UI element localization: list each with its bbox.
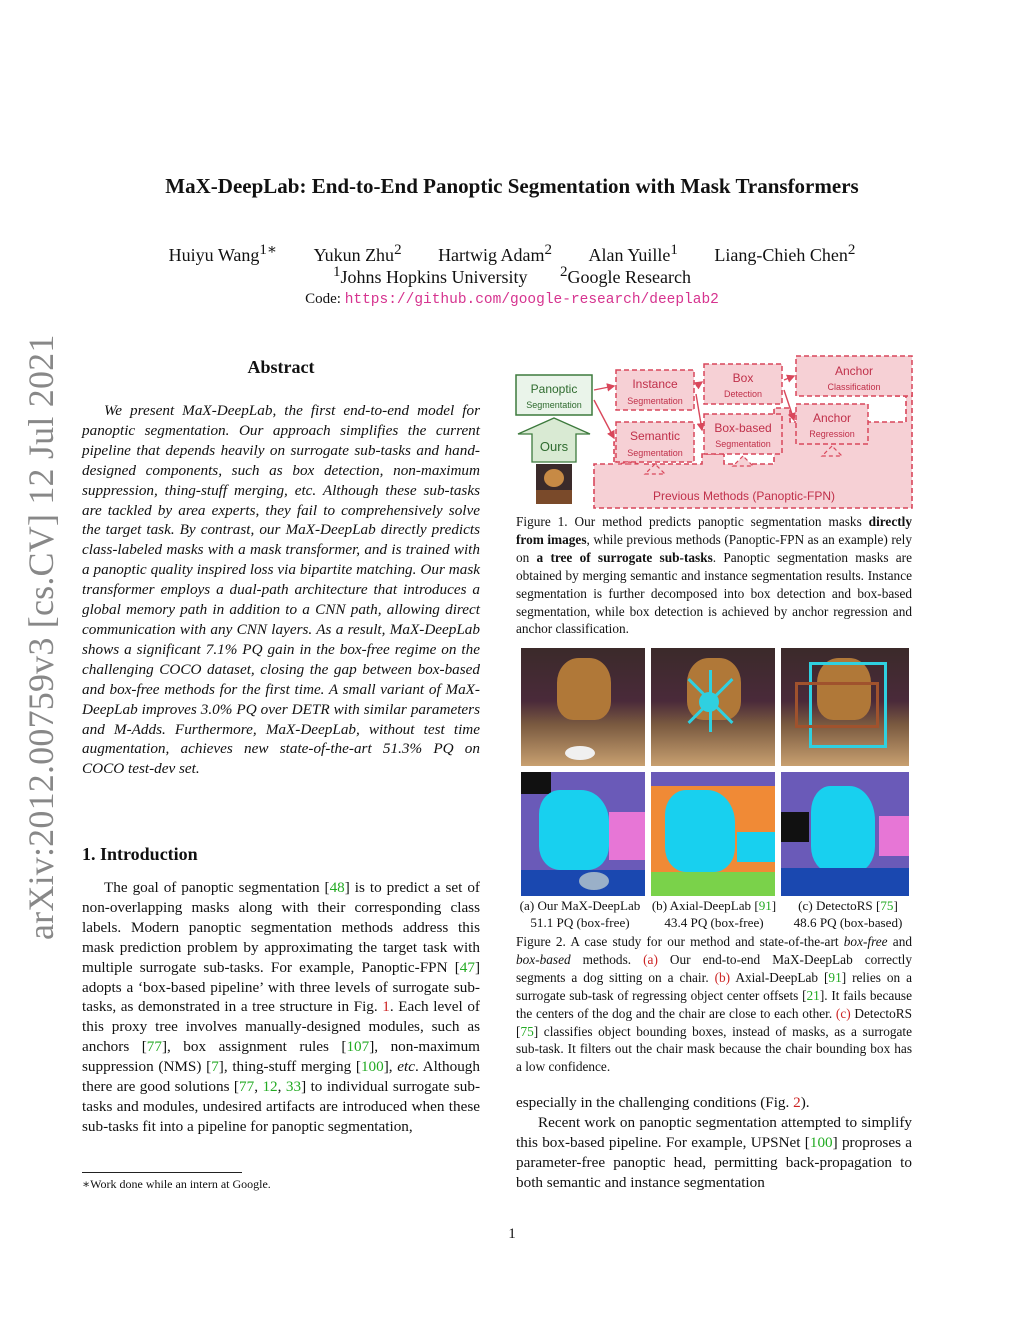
citation-link[interactable]: 91 — [828, 969, 842, 985]
svg-text:Classification: Classification — [827, 382, 881, 392]
author: Yukun Zhu$^2$ — [313, 242, 402, 265]
citation-link[interactable]: 75 — [520, 1023, 534, 1039]
code-line — [0, 291, 1024, 308]
figure-1-caption: Figure 1. Our method predicts panoptic segmentation masks directly from images, while previous methods (Panoptic-FPN as an example) rely on a tree of surrogate sub-tasks. Panoptic segmentation masks are obtained by merging semantic and instance segmentation results. Instance segmentation is further decomposed into box detection and box-based segmentation, while box detection is achieved by anchor regression and anchor classification. — [516, 514, 912, 637]
svg-text:Panoptic: Panoptic — [530, 382, 578, 396]
svg-text:Detection: Detection — [723, 389, 763, 399]
citation-link[interactable]: 77 — [146, 1038, 162, 1056]
arxiv-watermark: arXiv:2012.00759v3 [cs.CV] 12 Jul 2021 — [21, 334, 61, 940]
svg-text:Ours: Ours — [539, 439, 569, 454]
citation-link[interactable]: 47 — [459, 958, 475, 976]
figure-1-diagram — [514, 350, 914, 510]
figure-ref-link[interactable]: 1 — [382, 998, 390, 1016]
citation-link[interactable]: 75 — [880, 898, 894, 913]
figure-ref-link[interactable]: 2 — [793, 1094, 801, 1111]
subfigure-ref-link[interactable]: (a) — [643, 951, 658, 967]
abstract-text: We present MaX-DeepLab, the first end-to-end model for panoptic segmentation. Our approach simplifies the current pipeline that depends heavily on surrogate sub-tasks and hand-designed components, such as box detection, non-maximum suppression, thing-stuff merging, etc. Although these sub-tasks are tackled by area experts, they fail to comprehensively solve the target task. By contrast, our MaX-DeepLab directly predicts class-labeled masks with a mask transformer, and is trained with a panoptic quality inspired loss via bipartite matching. Our mask transformer employs a dual-path architecture that introduces a global memory path in addition to a CNN path, allowing direct communication with any CNN layers. As a result, MaX-DeepLab shows a significant 7.1% PQ gain in the box-free regime on the challenging COCO dataset, closing the gap between box-based and box-free methods for the first time. A small variant of MaX-DeepLab improves 3.0% PQ over DETR with similar parameters and M-Adds. Furthermore, MaX-DeepLab, without test time augmentation, achieves new state-of-the-art 51.3% PQ on COCO test-dev set. — [82, 402, 480, 778]
svg-text:Anchor: Anchor — [834, 364, 874, 378]
svg-text:Segmentation: Segmentation — [715, 439, 771, 449]
code-link[interactable]: https://github.com/google-research/deeplab2 — [344, 292, 719, 308]
subcaption-c: (c) DetectoRS [75] 48.6 PQ (box-based) — [793, 898, 903, 930]
subfigure-ref-link[interactable]: (c) — [835, 1005, 851, 1021]
citation-link[interactable]: 7 — [211, 1058, 219, 1076]
svg-text:Segmentation: Segmentation — [627, 396, 683, 406]
svg-text:Regression: Regression — [809, 429, 855, 439]
right-column-body — [516, 1093, 912, 1193]
svg-text:Instance: Instance — [632, 377, 678, 391]
citation-link[interactable]: 21 — [806, 987, 820, 1003]
abstract-body — [82, 401, 480, 779]
citation-link[interactable]: 107 — [346, 1038, 370, 1056]
abstract-heading: Abstract — [247, 357, 315, 377]
citation-link[interactable]: 48 — [329, 879, 345, 896]
footnote-rule — [82, 1172, 242, 1173]
photo-panel-a — [521, 648, 645, 766]
paragraph: Recent work on panoptic segmentation attempted to simplify this box-based pipeline. For example, UPSNet [100] proproses a parameter-free panoptic head, permitting back-propagation to both semantic and instance segmentation — [516, 1113, 912, 1191]
paragraph: especially in the challenging conditions (Fig. 2). — [516, 1094, 810, 1111]
photo-panel-c — [781, 648, 909, 766]
code-label: Code: — [305, 291, 341, 307]
svg-text:Segmentation: Segmentation — [627, 448, 683, 458]
photo-panel-b — [651, 648, 775, 766]
figure-2-caption: Figure 2. A case study for our method and state-of-the-art box-free and box-based methods. (a) Our end-to-end MaX-DeepLab correctly segments a dog sitting on a chair. (b) Axial-DeepLab [91] relies on a surrogate sub-task of regressing object center offsets [21]. It fails because the centers of the dog and the chair are close to each other. (c) DetectoRS [75] classifies object bounding boxes, instead of masks, as a surrogate sub-task. It filters out the chair mask because the chair bounding box has a low confidence. — [516, 934, 912, 1075]
svg-text:Anchor: Anchor — [812, 411, 852, 425]
page-number: 1 — [508, 1226, 516, 1242]
citation-link[interactable]: 100 — [809, 1133, 833, 1151]
paper-title: MaX-DeepLab: End-to-End Panoptic Segmentation with Mask Transformers — [165, 174, 859, 198]
svg-text:Segmentation: Segmentation — [526, 400, 582, 410]
footnote: ∗Work done while an intern at Google. — [82, 1177, 271, 1191]
author: Hartwig Adam$^2$ — [438, 242, 553, 265]
citation-link[interactable]: 12 — [262, 1078, 278, 1096]
intro-paragraph: The goal of panoptic segmentation [48] is to predict a set of non-overlapping masks along with their corresponding class labels. Modern panoptic segmentation methods address this mask prediction problem by approximating the target task with multiple surrogate sub-tasks. For example, Panoptic-FPN [47] adopts a ‘box-based pipeline’ with three levels of surrogate sub-tasks, as demonstrated in a tree structure in Fig. 1. Each level of this proxy tree involves manually-designed modules, such as anchors [77], box assignment rules [107], non-maximum suppression (NMS) [7], thing-stuff merging [100], etc. Although there are good solutions [77, 12, 33] to individual surrogate sub-tasks and modules, undesired artifacts are introduced when these sub-tasks fit into a pipeline for panoptic segmentation, — [82, 879, 480, 1135]
introduction-body — [82, 878, 480, 1137]
previous-methods-label: Previous Methods (Panoptic-FPN) — [652, 489, 836, 503]
affiliation-list — [0, 264, 1024, 288]
subcaption-b: (b) Axial-DeepLab [91] 43.4 PQ (box-free) — [651, 898, 777, 930]
mask-panel-a — [521, 772, 645, 896]
subfigure-ref-link[interactable]: (b) — [714, 969, 731, 985]
author-list — [0, 240, 1024, 266]
svg-text:Box: Box — [732, 371, 754, 385]
author: Alan Yuille$^1$ — [588, 242, 678, 265]
affiliation: $^2$Google Research — [560, 264, 691, 287]
author: Huiyu Wang$^{1∗}$ — [168, 242, 278, 265]
affiliation: $^1$Johns Hopkins University — [333, 264, 528, 287]
svg-text:Semantic: Semantic — [629, 429, 681, 443]
svg-text:Box-based: Box-based — [714, 421, 772, 435]
citation-link[interactable]: 33 — [285, 1078, 302, 1096]
input-image-thumbnail — [536, 464, 572, 504]
citation-link[interactable]: 91 — [758, 898, 772, 913]
mask-panel-c — [781, 772, 909, 896]
subcaption-a: (a) Our MaX-DeepLab 51.1 PQ (box-free) — [519, 898, 641, 930]
section-heading-introduction: 1. Introduction — [82, 844, 198, 864]
citation-link[interactable]: 100 — [360, 1058, 384, 1076]
mask-panel-b — [651, 772, 775, 896]
citation-link[interactable]: 77 — [239, 1078, 255, 1096]
author: Liang-Chieh Chen$^2$ — [714, 242, 856, 265]
